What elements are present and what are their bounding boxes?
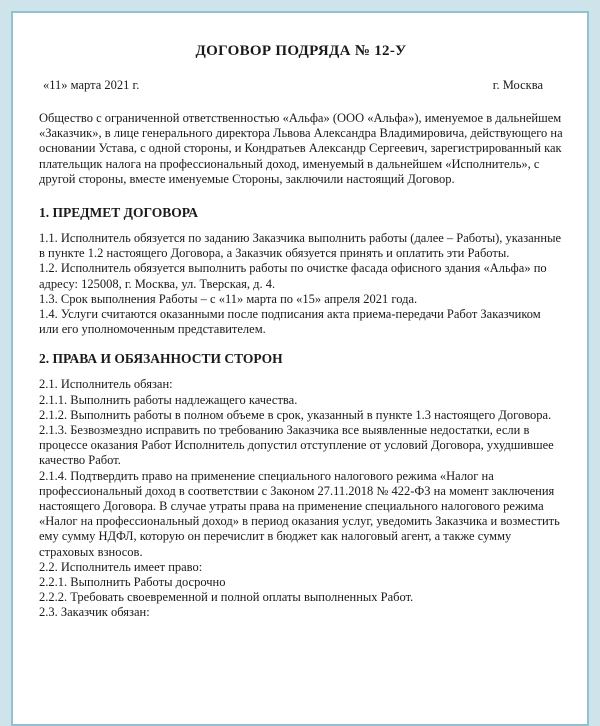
clause: 2.2.2. Требовать своевременной и полной оплаты выполненных Работ.	[39, 590, 414, 605]
clause: 2.1.2. Выполнить работы в полном объеме в срок, указанный в пункте 1.3 настоящего Договора.	[39, 407, 552, 422]
section-heading: 1. ПРЕДМЕТ ДОГОВОРА	[39, 205, 198, 221]
section-rights	[39, 351, 563, 620]
contract-city: г. Москва	[492, 78, 543, 92]
clause: 2.1.1. Выполнить работы надлежащего качества.	[39, 392, 298, 407]
clause: 1.2. Исполнитель обязуется выполнить работы по очистке фасада офисного здания «Альфа» по адресу: 125008, г. Москва, ул. Тверская, д. 4.	[39, 261, 547, 291]
contract-date: «11» марта 2021 г.	[43, 78, 140, 92]
clause: 2.2.1. Выполнить Работы досрочно	[39, 575, 226, 590]
section-subject	[39, 205, 563, 337]
clause: 1.1. Исполнитель обязуется по заданию Заказчика выполнить работы (далее – Работы), указанные в пункте 1.2 настоящего Договора, а Заказчик обязуется принять и оплатить эти Работы.	[39, 231, 562, 261]
clause: 2.1.4. Подтвердить право на применение специального налогового режима «Налог на профессиональный доход в соответствии с Законом 27.11.2018 № 422-ФЗ на момент заключения настоящего Договора. В случае утраты права на применение специального налогового режима «Налог на профессиональный доход» в период оказания услуг, уведомить Заказчика и возместить ему сумму НДФЛ, которую он перечислит в бюджет как налоговый агент, а также сумму страховых взносов.	[39, 468, 560, 559]
clause: 1.4. Услуги считаются оказанными после подписания акта приема-передачи Работ Заказчиком	[39, 307, 541, 322]
clause: 1.3. Срок выполнения Работы – с «11» марта по «15» апреля 2021 года.	[39, 291, 418, 306]
document-title: ДОГОВОР ПОДРЯДА № 12-У	[195, 43, 407, 59]
clause: 2.3. Заказчик обязан:	[39, 605, 150, 620]
section-heading: 2. ПРАВА И ОБЯЗАННОСТИ СТОРОН	[39, 351, 283, 367]
clause: 2.1.3. Безвозмездно исправить по требованию Заказчика все выявленные недостатки, если в процессе оказания Работ Исполнитель допустил отступление от условий Договора, ухудшившее качество Работ.	[39, 423, 554, 468]
date-line	[43, 78, 543, 93]
intro-paragraph: Общество с ограниченной ответственностью «Альфа» (ООО «Альфа»), именуемое в дальнейшем «Заказчик», в лице генерального директора Львова Александра Владимировича, действующего на основании Устава, с одной стороны, и Кондратьев Александр Сергеевич, зарегистрированный как плательщик налога на профессиональный доход, именуемый в дальнейшем «Исполнитель», с другой стороны, вместе именуемые Стороны, заключили настоящий Договор.	[39, 111, 563, 186]
clause: 2.2. Исполнитель имеет право:	[39, 559, 203, 574]
clause: или его уполномоченным представителем.	[39, 322, 266, 337]
document-page	[11, 11, 589, 726]
clause: 2.1. Исполнитель обязан:	[39, 377, 173, 392]
